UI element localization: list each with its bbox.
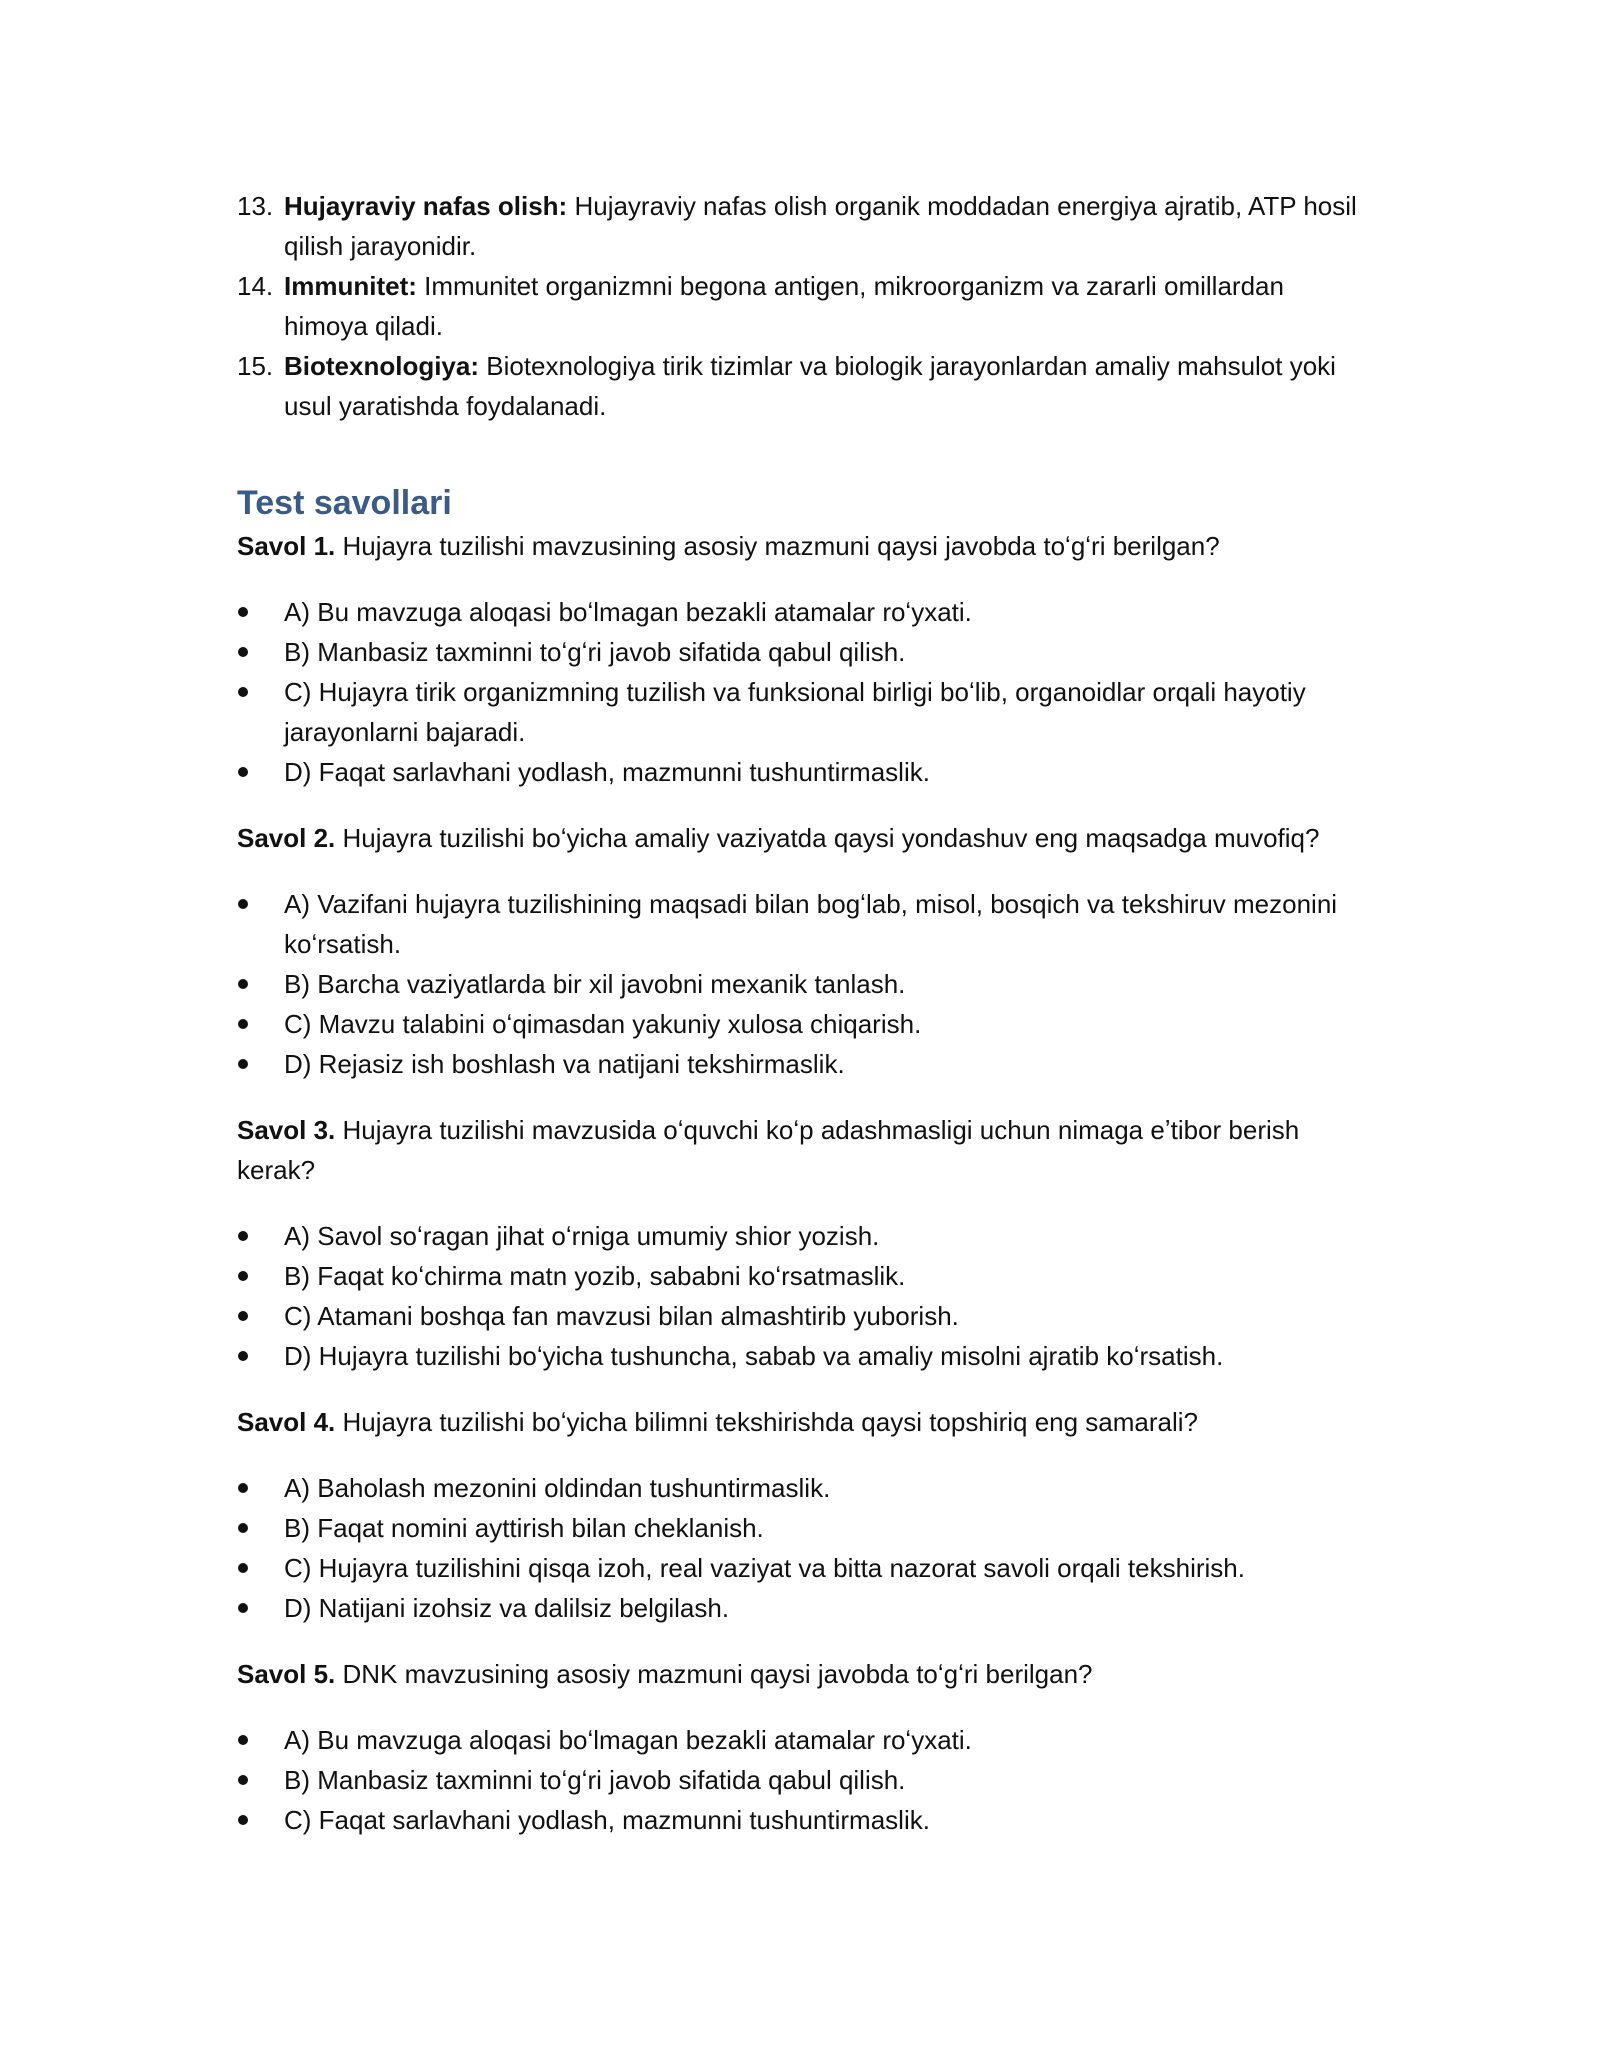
option-text: C) Hujayra tirik organizmning tuzilish va funksional birligi boʻlib, organoidlar orqali hayotiy jarayonlarni bajaradi. (284, 677, 1306, 747)
section-heading: Test savollari (237, 484, 452, 522)
page-content (237, 186, 1367, 1840)
answer-option (237, 1256, 1367, 1296)
question (237, 1654, 1367, 1694)
definition-text: Immunitet organizmni begona antigen, mikroorganizm va zararli omillardan himoya qiladi. (284, 271, 1284, 341)
option-text: B) Faqat koʻchirma matn yozib, sababni koʻrsatmaslik. (284, 1261, 906, 1291)
answer-option (237, 672, 1367, 752)
bullet-icon (237, 632, 284, 672)
option-text: D) Hujayra tuzilishi boʻyicha tushuncha, sabab va amaliy misolni ajratib koʻrsatish. (284, 1341, 1224, 1371)
answer-option (237, 1216, 1367, 1256)
question-label: Savol 1. (237, 531, 336, 561)
option-text: D) Natijani izohsiz va dalilsiz belgilash. (284, 1593, 730, 1623)
option-text: A) Bu mavzuga aloqasi boʻlmagan bezakli atamalar roʻyxati. (284, 597, 972, 627)
option-text: C) Faqat sarlavhani yodlash, mazmunni tushuntirmaslik. (284, 1805, 930, 1835)
answer-option (237, 1336, 1367, 1376)
list-item (237, 266, 1367, 346)
answer-option (237, 592, 1367, 632)
bullet-icon (237, 1336, 284, 1376)
option-text: B) Faqat nomini ayttirish bilan cheklanish. (284, 1513, 764, 1543)
bullet-icon (237, 1760, 284, 1800)
question-text: DNK mavzusining asosiy mazmuni qaysi javobda toʻgʻri berilgan? (335, 1659, 1093, 1689)
bullet-icon (237, 592, 284, 632)
option-text: A) Savol soʻragan jihat oʻrniga umumiy shior yozish. (284, 1221, 880, 1251)
question (237, 1402, 1367, 1442)
answer-option (237, 1468, 1367, 1508)
option-text: C) Atamani boshqa fan mavzusi bilan almashtirib yuborish. (284, 1301, 959, 1331)
option-text: D) Faqat sarlavhani yodlash, mazmunni tushuntirmaslik. (284, 757, 930, 787)
answer-option (237, 1296, 1367, 1336)
bullet-icon (237, 1044, 284, 1084)
answer-options (237, 1216, 1367, 1376)
option-text: A) Baholash mezonini oldindan tushuntirmaslik. (284, 1473, 831, 1503)
question-label: Savol 2. (237, 823, 336, 853)
bullet-icon (237, 1508, 284, 1548)
list-number: 13. (237, 191, 274, 221)
question (237, 1110, 1367, 1190)
list-item (237, 186, 1367, 266)
answer-options (237, 1720, 1367, 1840)
option-text: B) Manbasiz taxminni toʻgʻri javob sifatida qabul qilish. (284, 1765, 906, 1795)
definition-term: Hujayraviy nafas olish: (284, 191, 568, 221)
answer-option (237, 884, 1367, 964)
answer-option (237, 1800, 1367, 1840)
answer-option (237, 1720, 1367, 1760)
definition-text: Biotexnologiya tirik tizimlar va biologik jarayonlardan amaliy mahsulot yoki usul yaratishda foydalanadi. (284, 351, 1336, 421)
bullet-icon (237, 672, 284, 712)
option-text: B) Barcha vaziyatlarda bir xil javobni mexanik tanlash. (284, 969, 906, 999)
answer-option (237, 1004, 1367, 1044)
answer-options (237, 884, 1367, 1084)
answer-option (237, 1508, 1367, 1548)
option-text: C) Mavzu talabini oʻqimasdan yakuniy xulosa chiqarish. (284, 1009, 922, 1039)
bullet-icon (237, 1720, 284, 1760)
bullet-icon (237, 1296, 284, 1336)
bullet-icon (237, 1256, 284, 1296)
bullet-icon (237, 1216, 284, 1256)
bullet-icon (237, 1548, 284, 1588)
list-number: 14. (237, 271, 274, 301)
question-text: Hujayra tuzilishi mavzusida oʻquvchi koʻp adashmasligi uchun nimaga eʼtibor berish kerak? (237, 1115, 1300, 1185)
bullet-icon (237, 964, 284, 1004)
answer-option (237, 632, 1367, 672)
question-text: Hujayra tuzilishi mavzusining asosiy mazmuni qaysi javobda toʻgʻri berilgan? (335, 531, 1220, 561)
option-text: A) Vazifani hujayra tuzilishining maqsadi bilan bogʻlab, misol, bosqich va tekshiruv mezonini koʻrsatish. (284, 889, 1338, 959)
answer-options (237, 592, 1367, 792)
definition-body (284, 186, 1367, 266)
question-label: Savol 5. (237, 1659, 336, 1689)
answer-option (237, 1548, 1367, 1588)
question (237, 526, 1367, 566)
answer-option (237, 1760, 1367, 1800)
definition-body (284, 266, 1367, 346)
definition-term: Biotexnologiya: (284, 351, 480, 381)
answer-options (237, 1468, 1367, 1628)
answer-option (237, 964, 1367, 1004)
definition-term: Immunitet: (284, 271, 417, 301)
question (237, 818, 1367, 858)
question-text: Hujayra tuzilishi boʻyicha amaliy vaziyatda qaysi yondashuv eng maqsadga muvofiq? (335, 823, 1320, 853)
definition-body (284, 346, 1367, 426)
bullet-icon (237, 884, 284, 924)
question-text: Hujayra tuzilishi boʻyicha bilimni tekshirishda qaysi topshiriq eng samarali? (335, 1407, 1199, 1437)
bullet-icon (237, 1468, 284, 1508)
bullet-icon (237, 1004, 284, 1044)
list-item (237, 346, 1367, 426)
bullet-icon (237, 752, 284, 792)
answer-option (237, 1588, 1367, 1628)
option-text: B) Manbasiz taxminni toʻgʻri javob sifatida qabul qilish. (284, 637, 906, 667)
question-label: Savol 3. (237, 1115, 336, 1145)
bullet-icon (237, 1800, 284, 1840)
question-label: Savol 4. (237, 1407, 336, 1437)
list-number: 15. (237, 351, 274, 381)
definitions-list (237, 186, 1367, 426)
answer-option (237, 1044, 1367, 1084)
option-text: D) Rejasiz ish boshlash va natijani tekshirmaslik. (284, 1049, 845, 1079)
option-text: A) Bu mavzuga aloqasi boʻlmagan bezakli atamalar roʻyxati. (284, 1725, 972, 1755)
option-text: C) Hujayra tuzilishini qisqa izoh, real vaziyat va bitta nazorat savoli orqali tekshirish. (284, 1553, 1245, 1583)
definition-text: Hujayraviy nafas olish organik moddadan energiya ajratib, ATP hosil qilish jarayonidir. (284, 191, 1357, 261)
bullet-icon (237, 1588, 284, 1628)
answer-option (237, 752, 1367, 792)
